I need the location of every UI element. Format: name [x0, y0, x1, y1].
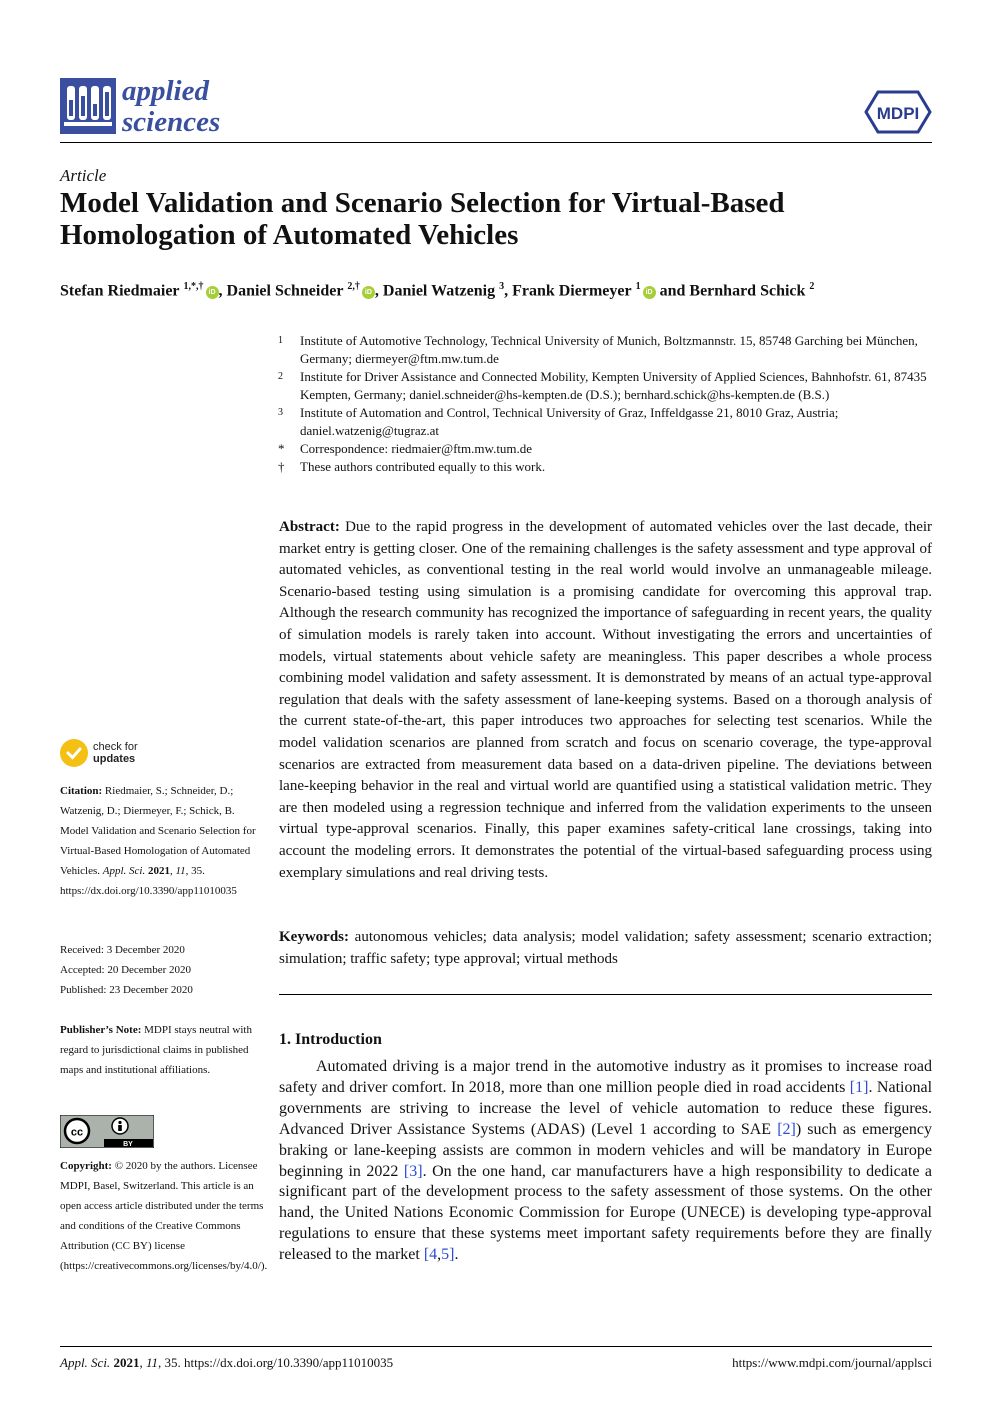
author-affiliation-mark: 1	[635, 281, 641, 292]
affiliation-mark: 2	[278, 371, 283, 382]
journal-name-line2: sciences	[122, 106, 221, 138]
author-separator: and	[655, 282, 690, 300]
affiliation-item	[278, 440, 938, 458]
section-rule	[279, 994, 932, 995]
author-name: Bernhard Schick	[689, 282, 806, 300]
footer-doi[interactable]: , 35. https://dx.doi.org/10.3390/app11010035	[157, 1355, 394, 1370]
section-heading-introduction: 1. Introduction	[279, 1031, 382, 1048]
citation-link[interactable]: [3]	[403, 1162, 423, 1180]
dates-block	[60, 940, 265, 1000]
affiliation-mark: *	[278, 441, 285, 456]
keywords-label: Keywords:	[279, 929, 349, 945]
affiliation-mark: 3	[278, 407, 283, 418]
footer-citation: Appl. Sci. 2021, 11, 35. https://dx.doi.org/10.3390/app11010035	[60, 1355, 394, 1370]
journal-name	[122, 76, 220, 138]
author-name: Frank Diermeyer	[512, 282, 632, 300]
check-line2: updates	[93, 753, 136, 765]
citation-year: 2021	[147, 865, 170, 877]
cc-by-license-badge[interactable]	[60, 1115, 154, 1148]
citation-text: Riedmaier, S.; Schneider, D.; Watzenig, D.; Diermeyer, F.; Schick, B. Model Validation and Scenario Selection for Virtual-Based Homologation of Automated Vehicles.	[60, 785, 256, 877]
author-separator: ,	[218, 282, 227, 300]
affiliation-item	[278, 458, 938, 476]
author-name: Daniel Schneider	[226, 282, 344, 300]
paper-title: Model Validation and Scenario Selection for Virtual-Based Homologation of Automated Vehicles	[60, 187, 785, 251]
affiliation-item	[278, 368, 938, 404]
publisher-note	[60, 1020, 265, 1080]
abstract-text: Due to the rapid progress in the development of automated vehicles over the last decade, their market entry is getting closer. One of the remaining challenges is the safety assessment and type approval of automated vehicles, as conventional testing in the real world would involve an unmanageable mileage. Scenario-based testing using simulation is a promising candidate for overcoming this approval trap. Although the research community has recognized the importance of safeguarding in recent years, the quality of simulation models is rarely taken into account. Without investigating the errors and uncertainties of models, virtual statements about vehicle safety are meaningless. This paper describes a whole process combining model validation and safety assessment. It is demonstrated by means of an actual type-approval regulation that deals with the safety assessment of lane-keeping systems. Based on a thorough analysis of the current state-of-the-art, this paper introduces two approaches for selecting test scenarios. While the model validation scenarios are planned from scratch and focus on scenario coverage, the type-approval scenarios are extracted from measurement data based on a data-driven pipeline. The deviations between lane-keeping behavior in the real and virtual world are quantified using a statistical validation metric. They are then modeled using a regression technique and inferred from the validation experiments to the unseen virtual type-approval scenarios. Finally, this paper examines safety-critical lane crossings, taking into account the modeling errors. It demonstrates the potential of the virtual-based safeguarding process using exemplary simulations and real driving tests.	[279, 519, 933, 881]
keywords	[279, 927, 932, 970]
journal-name-line1: applied	[122, 75, 209, 107]
citation-link[interactable]: [1]	[849, 1078, 869, 1096]
publisher-note-label: Publisher’s Note:	[60, 1024, 142, 1036]
intro-text: . National governments are striving to increase the level of vehicle automation to reduce these figures. Advanced Driver Assistance Systems (ADAS) (Level 1 according to SAE	[279, 1078, 933, 1138]
footer-journal-url[interactable]: https://www.mdpi.com/journal/applsci	[732, 1355, 932, 1370]
citation-volume: 11	[175, 865, 186, 877]
svg-text:cc: cc	[70, 1126, 84, 1139]
check-line1: check for	[93, 741, 138, 753]
author-separator: ,	[504, 282, 513, 300]
footer-rule	[60, 1346, 932, 1347]
author-separator: ,	[374, 282, 383, 300]
affiliation-mark: 1	[278, 335, 283, 346]
citation-label: Citation:	[60, 785, 103, 797]
check-for-updates-icon	[60, 739, 88, 767]
journal-logo	[60, 78, 116, 139]
received-date: Received: 3 December 2020	[60, 944, 185, 956]
citation-link[interactable]: [2]	[777, 1120, 796, 1138]
author-name: Stefan Riedmaier	[60, 282, 180, 300]
orcid-icon[interactable]: iD	[206, 286, 219, 299]
article-type: Article	[60, 166, 107, 185]
affiliation-text: Correspondence: riedmaier@ftm.mw.tum.de	[300, 441, 533, 456]
affiliation-text: Institute of Automation and Control, Technical University of Graz, Inffeldgasse 21, 8010 Graz, Austria; daniel.watzenig@tugraz.at	[300, 405, 839, 438]
intro-text: Automated driving is a major trend in the automotive industry as it promises to increase road safety and driver comfort. In 2018, more than one million people died in road accidents	[279, 1058, 932, 1096]
abstract	[279, 517, 932, 884]
intro-text: .	[454, 1246, 459, 1264]
author-affiliation-mark: 3	[499, 281, 505, 292]
header-rule	[60, 142, 932, 143]
intro-text: ) such as emergency braking or lane-keeping assists are common in modern vehicles and will be mandatory in Europe beginning in 2022	[279, 1120, 933, 1180]
affiliation-item	[278, 332, 938, 368]
mdpi-logo	[860, 90, 932, 139]
cc-label: BY	[123, 1141, 133, 1148]
footer-volume: 11	[145, 1355, 158, 1370]
citation-link[interactable]: 5]	[441, 1246, 455, 1264]
affiliations	[278, 332, 938, 476]
author-affiliation-mark: 2	[809, 281, 815, 292]
copyright-text: © 2020 by the authors. Licensee MDPI, Basel, Switzerland. This article is an open access article distributed under the terms and conditions of the Creative Commons Attribution (CC BY) license (https://creativecommons.org/licenses/by/4.0/).	[60, 1160, 268, 1272]
footer-year: 2021	[113, 1355, 140, 1370]
author-affiliation-mark: 2,†	[347, 281, 360, 292]
citation-link[interactable]: [4	[423, 1246, 438, 1264]
abstract-label: Abstract:	[279, 519, 340, 535]
citation-journal: Appl. Sci.	[102, 865, 146, 877]
affiliation-item	[278, 404, 938, 440]
citation-doi[interactable]: , 35. https://dx.doi.org/10.3390/app11010035	[60, 865, 237, 897]
orcid-icon[interactable]: iD	[643, 286, 656, 299]
intro-text: . On the one hand, car manufacturers have a high responsibility to dedicate a significant part of the development process to the safety assessment of those systems. On the other hand, the United Nations Economic Commission for Europe (UNECE) is developing type-approval regulations to ensure that these systems meet important safety requirements before they are finally released to the market	[279, 1162, 933, 1264]
author-name: Daniel Watzenig	[382, 282, 496, 300]
author-list	[60, 281, 814, 300]
intro-text: ,	[437, 1246, 442, 1264]
footer-journal: Appl. Sci.	[60, 1355, 111, 1370]
published-date: Published: 23 December 2020	[60, 984, 193, 996]
publisher-note-text: MDPI stays neutral with regard to jurisdictional claims in published maps and institutional affiliations.	[60, 1024, 252, 1076]
keywords-text: autonomous vehicles; data analysis; model validation; safety assessment; scenario extraction; simulation; traffic safety; type approval; virtual methods	[279, 929, 932, 967]
affiliation-text: Institute of Automotive Technology, Technical University of Munich, Boltzmannstr. 15, 85748 Garching bei München, Germany; diermeyer@ftm.mw.tum.de	[300, 333, 918, 366]
copyright-label: Copyright:	[60, 1160, 112, 1172]
affiliation-text: Institute for Driver Assistance and Connected Mobility, Kempten University of Applied Sciences, Bahnhofstr. 61, 87435 Kempten, Germany; daniel.schneider@hs-kempten.de (D.S.); bernhard.schick@hs-kempten.de (B.S.)	[300, 369, 927, 402]
accepted-date: Accepted: 20 December 2020	[60, 964, 192, 976]
intro-paragraph	[279, 1057, 932, 1266]
affiliation-mark: †	[278, 459, 285, 474]
check-for-updates-badge[interactable]	[60, 739, 138, 767]
citation-block: Citation: Riedmaier, S.; Schneider, D.; Watzenig, D.; Diermeyer, F.; Schick, B. Model Validation and Scenario Selection for Virtual-Based Homologation of Automated Vehicles. Appl. Sci. 2021, 11, 35. https://dx.doi.org/10.3390/app11010035	[60, 785, 256, 897]
author-affiliation-mark: 1,*,†	[183, 281, 204, 292]
publisher-name: MDPI	[876, 104, 920, 123]
affiliation-text: These authors contributed equally to this work.	[300, 459, 546, 474]
copyright-block	[60, 1156, 268, 1276]
orcid-icon[interactable]: iD	[362, 286, 375, 299]
